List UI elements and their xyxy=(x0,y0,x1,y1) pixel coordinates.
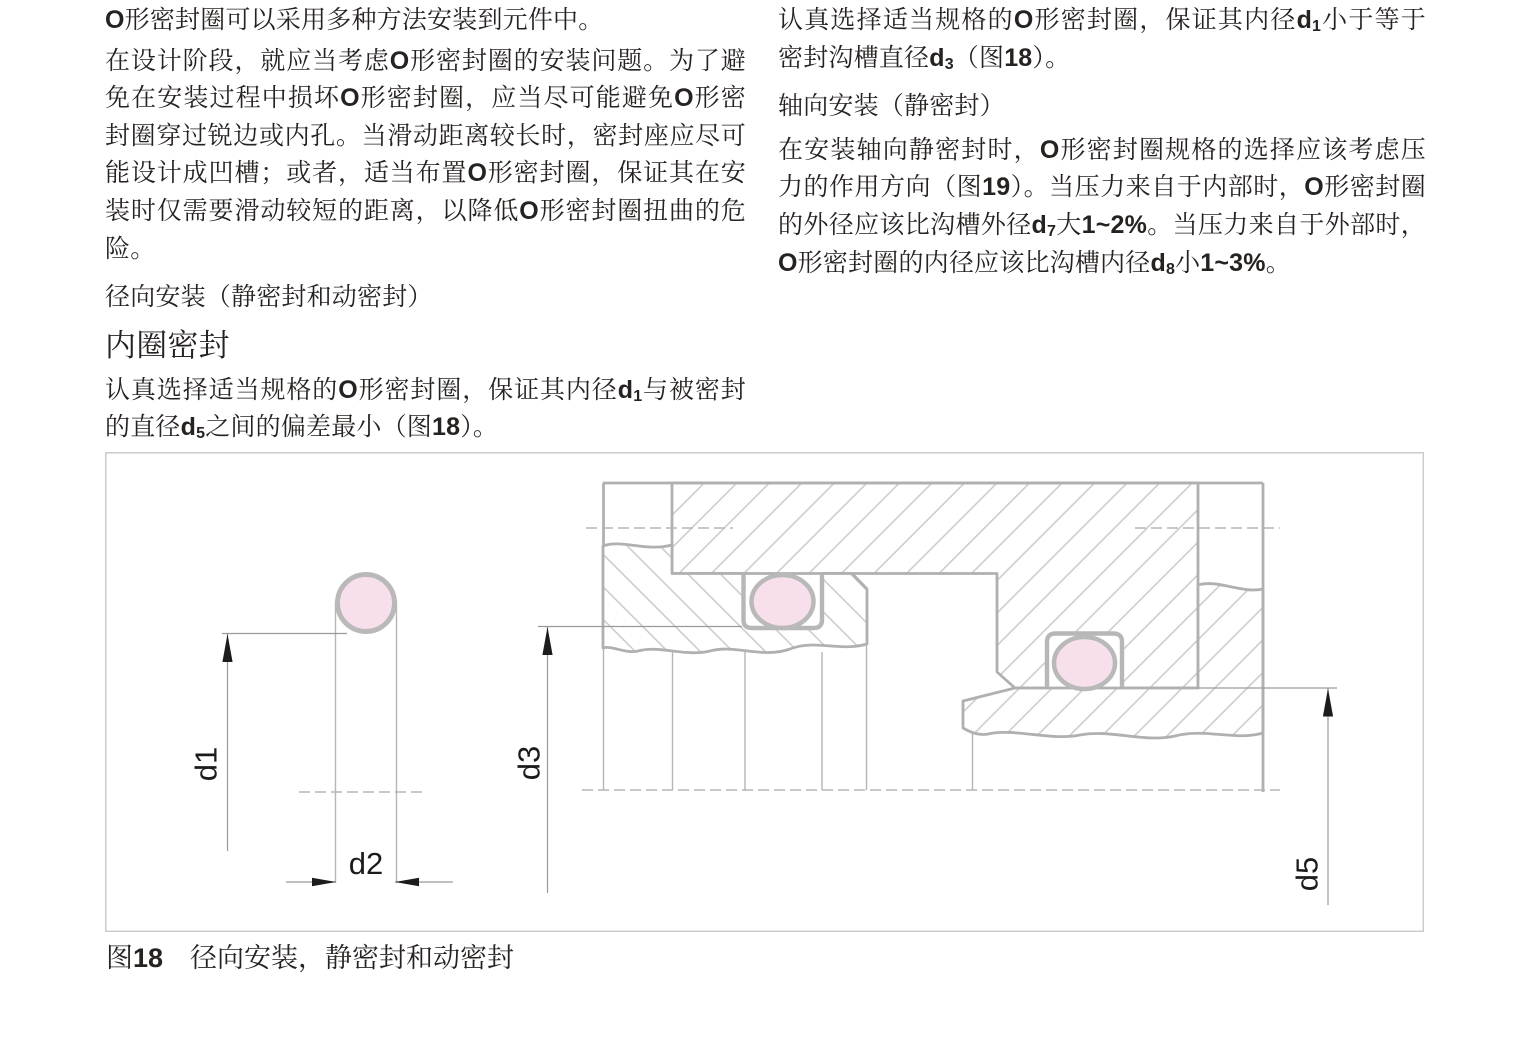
o-ring-housing-groove xyxy=(1054,637,1115,689)
figure-18-caption xyxy=(106,938,806,978)
figure-18 xyxy=(105,452,1424,937)
silhouette-lines xyxy=(604,644,973,790)
label-d2: d2 xyxy=(348,846,384,881)
label-d5: d5 xyxy=(1289,856,1325,892)
dimension-d2 xyxy=(286,846,453,886)
subhead-radial-installation: 径向安装（静密封和动密封） xyxy=(105,284,433,312)
para-install-methods: O形密封圈可以采用多种方法安装到元件中。 xyxy=(105,6,604,34)
dimension-d1 xyxy=(189,634,348,852)
left-text-column xyxy=(105,2,746,447)
arrow-up-icon xyxy=(1323,689,1333,717)
figure-caption: 图18 径向安装，静密封和动密封 xyxy=(106,943,515,973)
para-axial: 在安装轴向静密封时，O形密封圈规格的选择应该考虑压力的作用方向（图19）。当压力来自于内部时，O形密封圈的外径应该比沟槽外径$d_7$大1~2%。当压力来自于外部时，O形密封圈的内径应该比沟槽内径$d_8$小1~3%。 xyxy=(778,135,1427,278)
label-d1: d1 xyxy=(188,746,224,782)
label-d3: d3 xyxy=(511,745,547,781)
arrow-right-icon xyxy=(312,878,336,887)
figure-18-drawing xyxy=(105,452,1424,932)
right-text-column xyxy=(778,2,1426,282)
arrow-up-icon xyxy=(222,634,232,662)
o-ring-rod-groove xyxy=(752,575,814,628)
oring-cross-section-figure xyxy=(336,575,397,884)
para-inner-seal: 认真选择适当规格的O形密封圈，保证其内径$d_1$与被密封的直径$d_5$之间的偏差最小（图18）。 xyxy=(105,375,746,443)
para-groove-diameter: 认真选择适当规格的O形密封圈，保证其内径$d_1$小于等于密封沟槽直径$d_3$（图18）。 xyxy=(778,6,1426,73)
para-design-stage: 在设计阶段，就应当考虑O形密封圈的安装问题。为了避免在安装过程中损坏O形密封圈，应当尽可能避免O形密封圈穿过锐边或内孔。当滑动距离较长时，密封座应尽可能设计成凹槽；或者，适当布置O形密封圈，保证其在安装时仅需要滑动较短的距离，以降低O形密封圈扭曲的危险。 xyxy=(105,46,747,263)
heading-inner-seal: 内圈密封 xyxy=(105,327,230,363)
dimension-d3 xyxy=(512,627,743,894)
housing-section xyxy=(672,483,1198,688)
arrow-left-icon xyxy=(395,878,419,887)
arrow-up-icon xyxy=(542,627,552,655)
subhead-axial-installation: 轴向安装（静密封） xyxy=(778,93,1005,121)
o-ring-section-circle xyxy=(338,575,395,632)
